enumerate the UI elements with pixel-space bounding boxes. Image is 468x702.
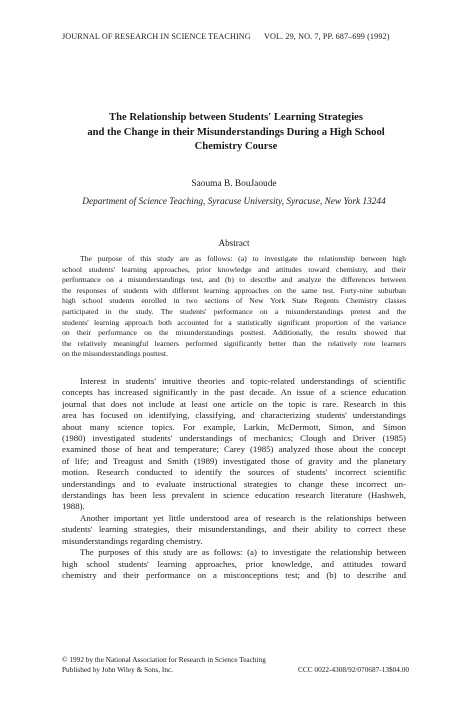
abstract-line: performance on a misunderstandings test, and (b) to describe and analyze the differences between: [62, 275, 406, 285]
paragraph-line: misunderstandings regarding chemistry.: [62, 535, 203, 546]
paragraph-line: Interest in students' intuitive theories and topic-related understandings of scientific: [80, 376, 406, 386]
journal-name: JOURNAL OF RESEARCH IN SCIENCE TEACHING: [62, 32, 251, 41]
paragraph-line: derstandings has been less prevalent in science education research literature (Hashweh,: [62, 490, 406, 501]
paragraph-line: (1980) investigated students' understandings of mechanics; Clough and Driver (1985): [62, 433, 406, 444]
journal-citation: VOL. 29, NO. 7, PP. 687–699 (1992): [264, 32, 390, 41]
paragraph-line: motion. Research conducted to identify the sources of students' incorrect scientific: [62, 467, 406, 478]
paragraph-line: area has focused on identifying, classifying, and characterizing students' understandings: [62, 410, 406, 421]
paragraph-line: students' learning strategies, their misunderstandings, and their ability to correct these: [62, 524, 406, 535]
article-title: [70, 111, 402, 155]
title-line: Chemistry Course: [194, 141, 278, 152]
paragraph-line: journal that does not include at least one article on the topic is rare. Research in this: [62, 398, 406, 409]
paragraph-line: of life; and Treagust and Smith (1989) investigated those of gravity and the planetary: [62, 455, 406, 466]
abstract-line: on the misunderstandings posttest.: [62, 349, 168, 359]
title-line: and the Change in their Misunderstandings During a High School: [87, 126, 385, 138]
abstract-heading: Abstract: [218, 238, 250, 248]
author-affiliation: Department of Science Teaching, Syracuse University, Syracuse, New York 13244: [82, 197, 386, 207]
paragraph-line: Another important yet little understood area of research is the relationships between: [80, 512, 406, 523]
paragraph-line: The purposes of this study are as follows: (a) to investigate the relationship between: [80, 547, 406, 558]
author-name: Saouma B. BouJaoude: [191, 179, 277, 189]
paragraph-line: 1988).: [62, 501, 85, 512]
paragraph-line: about many science topics. For example, Larkin, McDermott, Simon, and Simon: [62, 421, 406, 432]
abstract-line: the relatively meaningful learners performed significantly better than the relatively rote learners: [62, 338, 406, 348]
copyright-notice: © 1992 by the National Association for Research in Science Teaching: [62, 655, 266, 664]
paragraph-line: high school students' learning approaches, prior knowledge, and attitudes toward: [62, 558, 406, 569]
abstract-line: The purpose of this study are as follows: (a) to investigate the relationship between high: [80, 254, 406, 263]
title-line: The Relationship between Students' Learning Strategies: [109, 112, 363, 123]
paragraph-line: concepts has increased significantly in the past decade. An issue of a science education: [62, 387, 406, 398]
publisher-notice: Published by John Wiley & Sons, Inc.: [62, 665, 174, 674]
ccc-code: CCC 0022-4308/92/070687-13$04.00: [298, 665, 410, 674]
paragraph-line: chemistry and their performance on a misconceptions test; and (b) to describe and: [62, 569, 406, 580]
abstract-text: [62, 254, 406, 360]
abstract-line: high school students enrolled in two sections of New York State Regents Chemistry classes: [62, 296, 406, 306]
abstract-line: school students' learning approaches, prior knowledge and attitudes toward chemistry, and their: [62, 264, 406, 274]
abstract-line: students' learning approach both accounted for a statistically significant proportion of the variance: [62, 317, 406, 327]
paragraph-line: examined those of heat and temperature; Carey (1985) analyzed those about the concept: [62, 444, 406, 455]
body-text: [62, 376, 406, 581]
paragraph-line: understandings and to evaluate instructional strategies to change these incorrect un-: [62, 478, 406, 489]
abstract-line: on their performance on the misunderstandings posttest. Additionally, the results showed that: [62, 328, 406, 338]
abstract-line: the responses of students with different learning approaches on the same test. Forty-nine suburban: [62, 285, 406, 295]
abstract-line: participated in the study. The students' performance on a misunderstandings pretest and the: [62, 306, 406, 316]
